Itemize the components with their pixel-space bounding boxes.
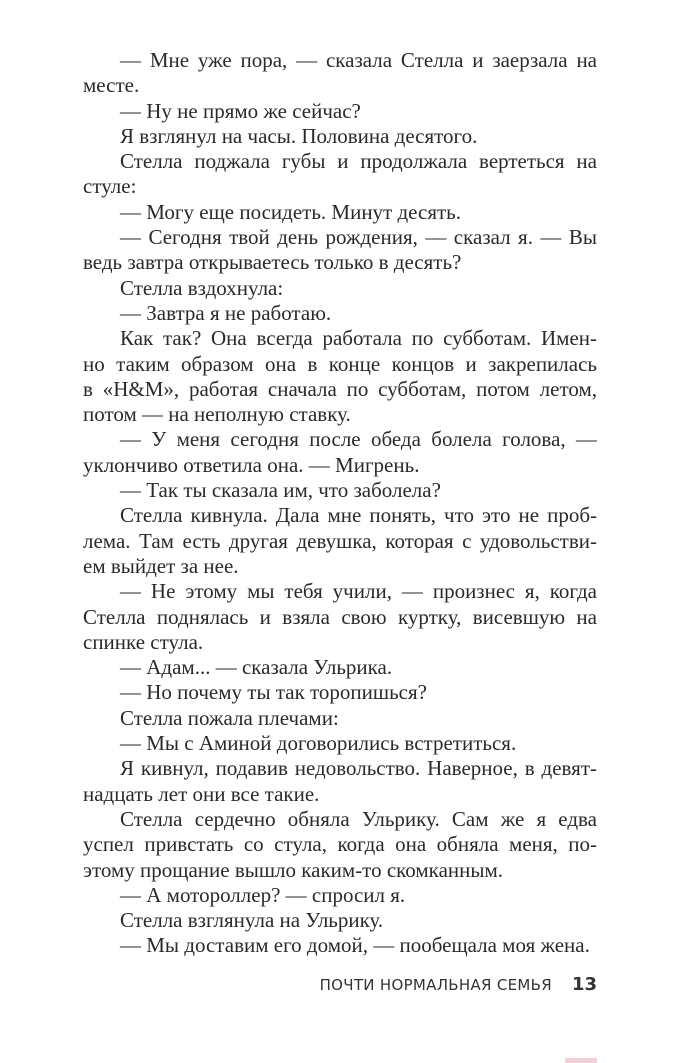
paragraph bbox=[83, 478, 597, 503]
text-line: — Мы доставим его домой, — пообещала моя жена. bbox=[120, 933, 590, 958]
paragraph bbox=[83, 225, 597, 276]
text-line: Я кивнул, подавив недовольство. Наверное, в девят- bbox=[120, 756, 597, 781]
paragraph bbox=[83, 933, 597, 958]
paragraph bbox=[83, 301, 597, 326]
paragraph bbox=[83, 124, 597, 149]
paragraph bbox=[83, 276, 597, 301]
text-line: — Завтра я не работаю. bbox=[120, 300, 332, 325]
text-line: стуле: bbox=[83, 174, 137, 199]
text-line: Как так? Она всегда работала по субботам. Имен- bbox=[120, 326, 597, 351]
text-line: спинке стула. bbox=[83, 629, 204, 654]
page-edge-mark bbox=[565, 1058, 597, 1063]
text-line: ем выйдет за нее. bbox=[83, 553, 239, 578]
page-number: 13 bbox=[571, 974, 597, 995]
text-line: ведь завтра открываетесь только в десять? bbox=[83, 250, 462, 275]
paragraph bbox=[83, 706, 597, 731]
text-line: — У меня сегодня после обеда болела голова, — bbox=[120, 427, 597, 452]
paragraph bbox=[83, 756, 597, 807]
text-line: Стелла пожала плечами: bbox=[120, 705, 339, 730]
running-footer bbox=[320, 974, 597, 995]
text-line: потом — на неполную ставку. bbox=[83, 402, 351, 427]
text-line: — Ну не прямо же сейчас? bbox=[120, 98, 361, 123]
paragraph bbox=[83, 427, 597, 478]
text-line: лема. Там есть другая девушка, которая с удовольстви- bbox=[83, 528, 597, 553]
text-line: — Могу еще посидеть. Минут десять. bbox=[120, 199, 461, 224]
text-line: — Адам... — сказала Ульрика. bbox=[120, 655, 393, 680]
body-text bbox=[83, 48, 597, 959]
text-line: — Мы с Аминой договорились встретиться. bbox=[120, 731, 517, 756]
paragraph bbox=[83, 200, 597, 225]
text-line: Я взглянул на часы. Половина десятого. bbox=[120, 123, 478, 148]
text-line: — Так ты сказала им, что заболела? bbox=[120, 478, 441, 503]
text-line: надцать лет они все такие. bbox=[83, 781, 320, 806]
text-line: — Не этому мы тебя учили, — произнес я, когда bbox=[120, 579, 597, 604]
text-line: — Мне уже пора, — сказала Стелла и заерзала на bbox=[120, 48, 597, 72]
text-line: но таким образом она в конце концов и закрепилась bbox=[83, 351, 597, 376]
text-line: — Сегодня твой день рождения, — сказал я. — Вы bbox=[120, 225, 597, 250]
paragraph bbox=[83, 99, 597, 124]
paragraph bbox=[83, 807, 597, 883]
text-line: Стелла вздохнула: bbox=[120, 275, 284, 300]
text-line: Стелла поджала губы и продолжала вертеться на bbox=[120, 149, 597, 174]
paragraph bbox=[83, 655, 597, 680]
paragraph bbox=[83, 579, 597, 655]
text-line: Стелла кивнула. Дала мне понять, что это не проб- bbox=[120, 503, 597, 528]
paragraph bbox=[83, 731, 597, 756]
text-line: этому прощание вышло каким-то скомканным. bbox=[83, 857, 504, 882]
text-line: успел привстать со стула, когда она обняла меня, по- bbox=[83, 832, 597, 857]
paragraph bbox=[83, 680, 597, 705]
text-line: — Но почему ты так торопишься? bbox=[120, 680, 427, 705]
text-line: — А мотороллер? — спросил я. bbox=[120, 882, 406, 907]
text-line: месте. bbox=[83, 73, 140, 98]
paragraph bbox=[83, 48, 597, 99]
paragraph bbox=[83, 908, 597, 933]
text-line: уклончиво ответила она. — Мигрень. bbox=[83, 452, 420, 477]
paragraph bbox=[83, 326, 597, 427]
text-line: Стелла поднялась и взяла свою куртку, висевшую на bbox=[83, 604, 597, 629]
paragraph bbox=[83, 149, 597, 200]
text-line: Стелла взглянула на Ульрику. bbox=[120, 908, 384, 933]
paragraph bbox=[83, 503, 597, 579]
paragraph bbox=[83, 883, 597, 908]
book-title: ПОЧТИ НОРМАЛЬНАЯ СЕМЬЯ bbox=[319, 975, 552, 994]
text-line: в «H&M», работая сначала по субботам, потом летом, bbox=[83, 376, 597, 401]
text-line: Стелла сердечно обняла Ульрику. Сам же я едва bbox=[120, 806, 597, 831]
